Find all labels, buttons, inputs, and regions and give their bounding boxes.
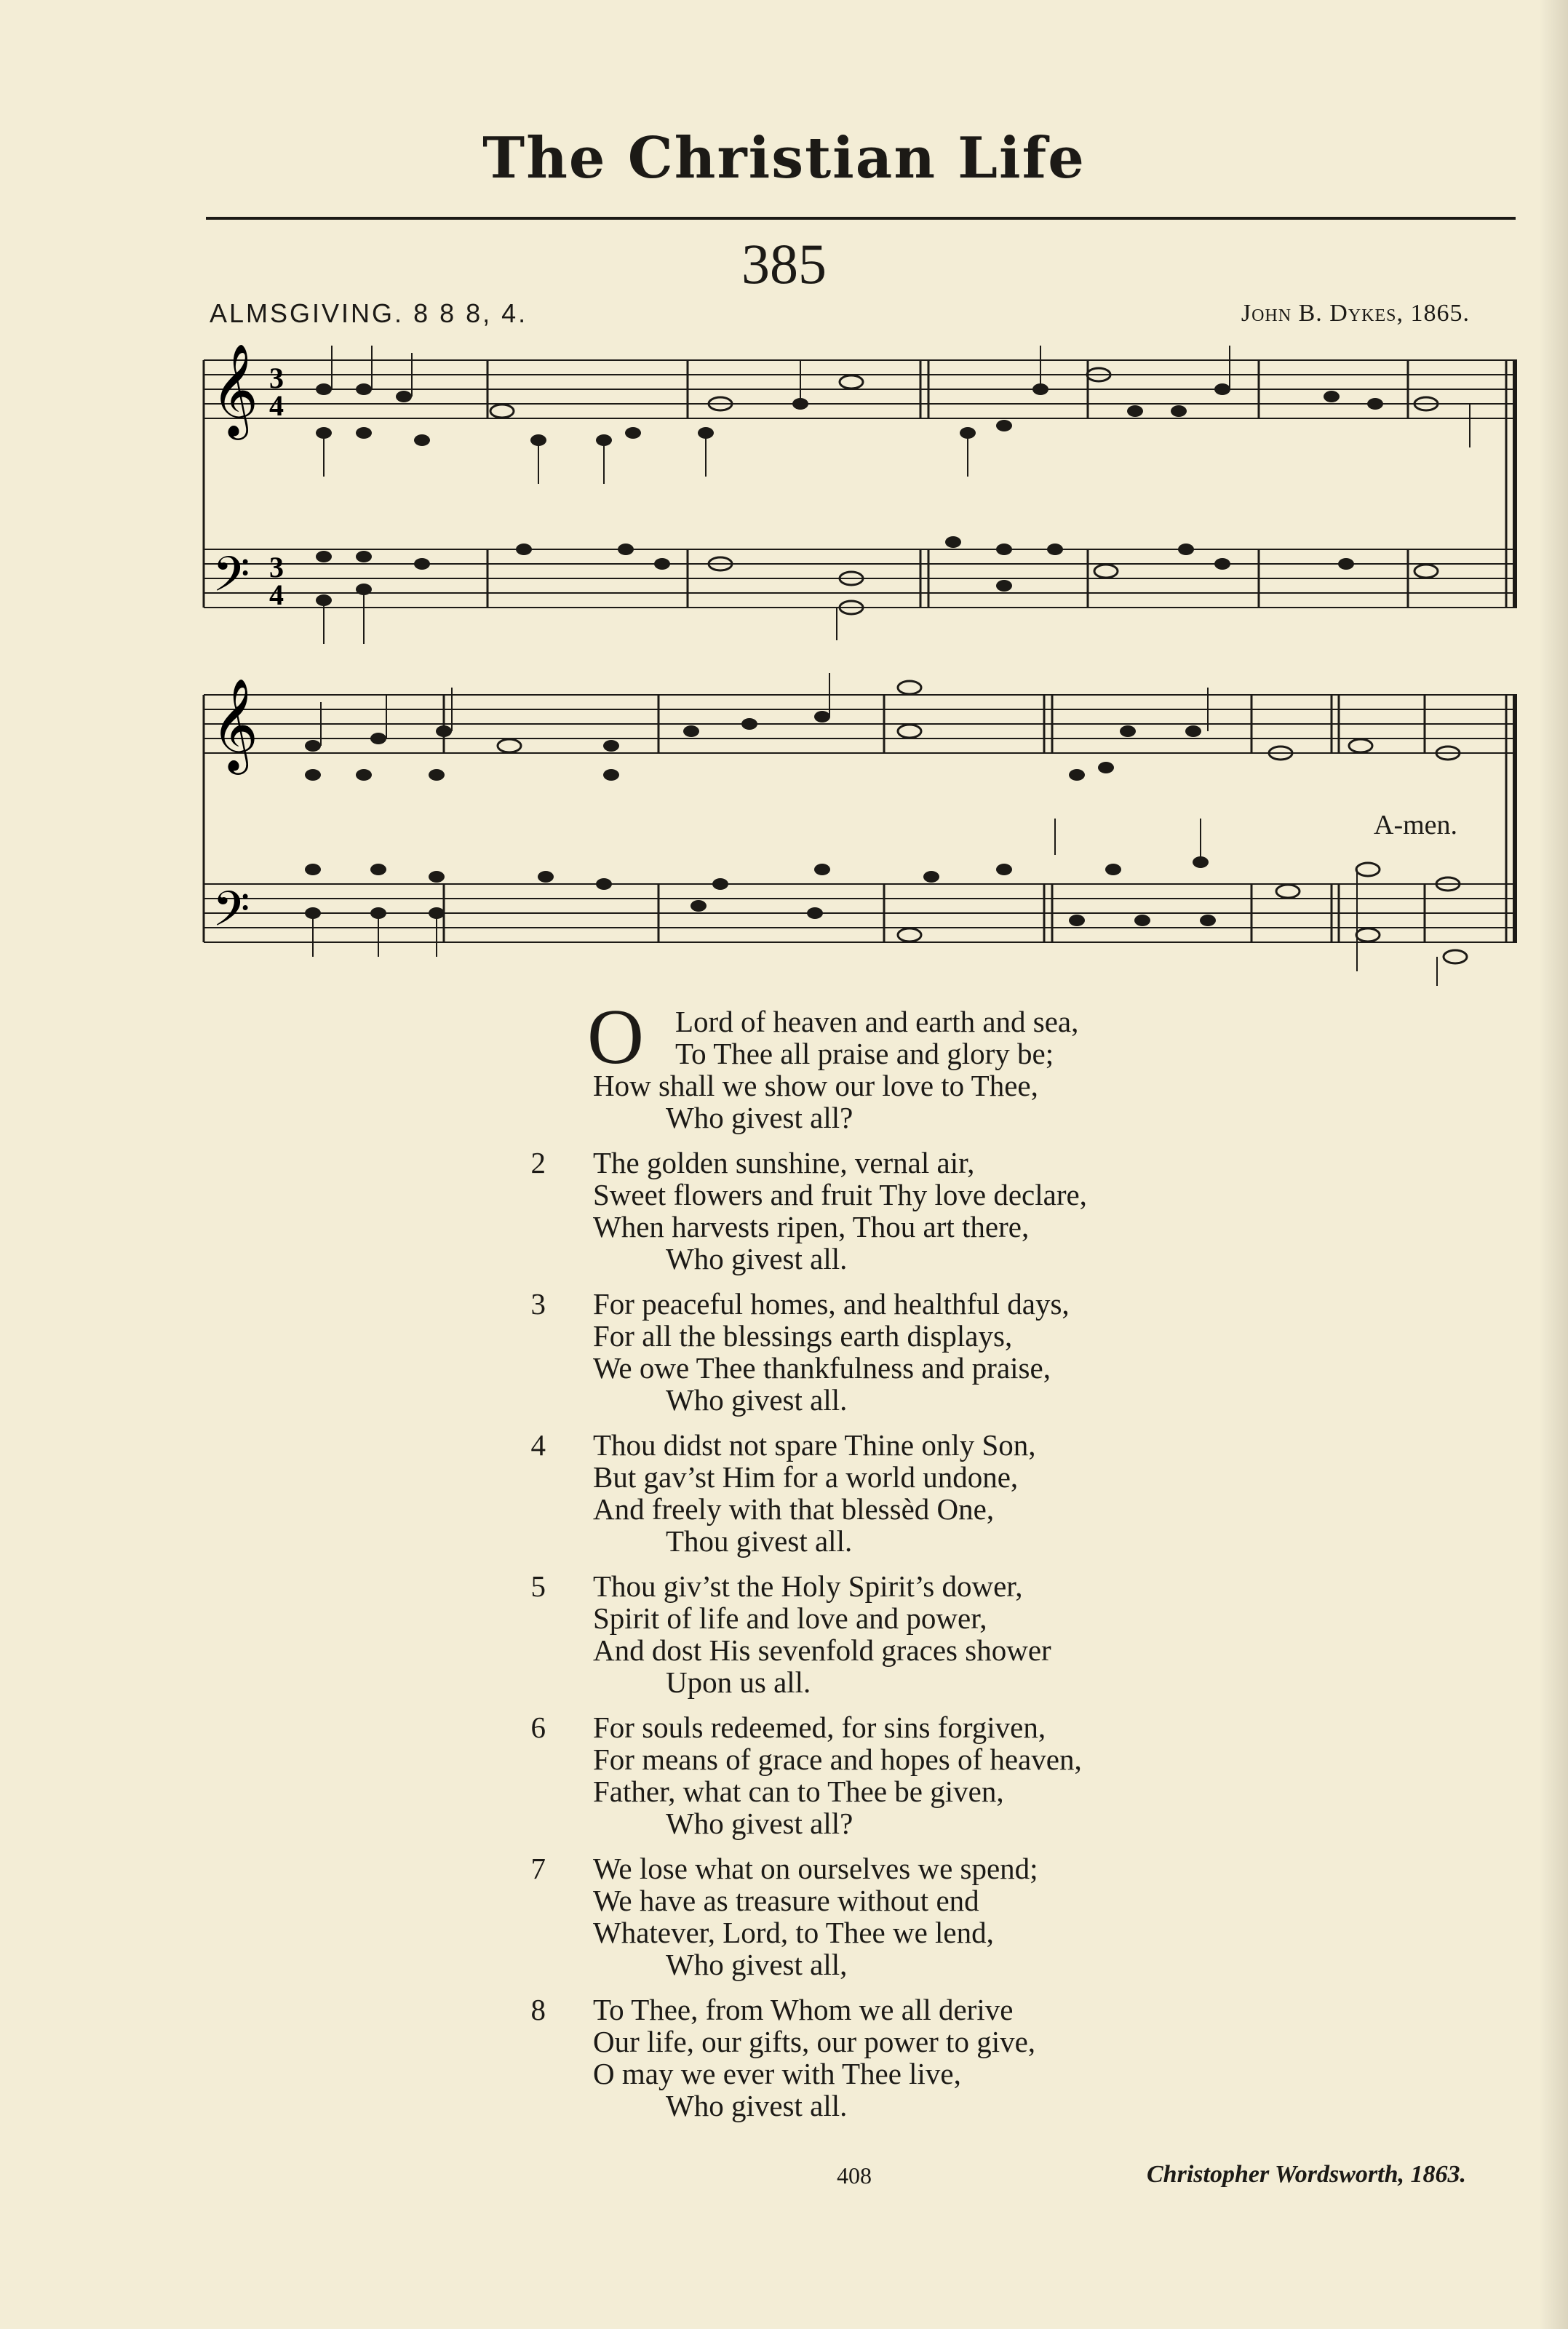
verse-line: Spirit of life and love and power, (593, 1601, 987, 1635)
verse-line: The golden sunshine, vernal air, (593, 1146, 975, 1179)
stanza-number: 8 (530, 1993, 546, 2026)
verse-line: Who givest all. (666, 1242, 848, 1275)
verse-line: Who givest all, (666, 1948, 848, 1981)
stanza-number: 5 (530, 1569, 546, 1603)
hymn-number: 385 (741, 232, 827, 295)
page-number: 408 (837, 2162, 872, 2189)
verse-line: Thou didst not spare Thine only Son, (593, 1428, 1036, 1462)
verse-line: For all the blessings earth displays, (593, 1319, 1013, 1353)
verse-line: And freely with that blessèd One, (593, 1492, 995, 1526)
verse-line: How shall we show our love to Thee, (593, 1069, 1038, 1102)
music-system-2 (196, 666, 1521, 986)
verse-line: Our life, our gifts, our power to give, (593, 2025, 1036, 2058)
composer-credit: John B. Dykes, 1865. (1241, 300, 1470, 327)
verse-line: Whatever, Lord, to Thee we lend, (593, 1916, 994, 1949)
verse-line: We lose what on ourselves we spend; (593, 1852, 1038, 1885)
stanza-4 (530, 1428, 1087, 1558)
stanza-8 (530, 1993, 1087, 2122)
header-rule (206, 217, 1516, 220)
svg-text:𝄞: 𝄞 (211, 677, 259, 771)
svg-text:4: 4 (269, 578, 284, 611)
verse-line: Thou givest all. (666, 1524, 853, 1558)
stanza-6 (530, 1711, 1087, 1840)
stanza-number: 7 (530, 1852, 546, 1885)
verse-line: Who givest all. (666, 1383, 848, 1417)
svg-text:3: 3 (269, 362, 284, 394)
verse-line: O may we ever with Thee live, (593, 2057, 961, 2090)
stanza-5 (530, 1569, 1087, 1699)
verse-line: For means of grace and hopes of heaven, (593, 1743, 1082, 1776)
verse-line: Who givest all. (666, 2089, 848, 2122)
svg-text:4: 4 (269, 389, 284, 422)
verse-line: To Thee all praise and glory be; (675, 1037, 1054, 1070)
music-system-1 (196, 331, 1521, 651)
verse-line: Father, what can to Thee be given, (593, 1775, 1004, 1808)
stanza-number: 2 (530, 1146, 546, 1179)
verse-line: When harvests ripen, Thou art there, (593, 1210, 1030, 1243)
dropcap: O (587, 994, 644, 1080)
stanza-number: 3 (530, 1287, 546, 1321)
tune-info (210, 298, 528, 329)
stanza-1 (542, 994, 1087, 1134)
verse-line: To Thee, from Whom we all derive (593, 1993, 1014, 2026)
verse-line: Lord of heaven and earth and sea, (675, 1005, 1079, 1038)
section-title: The Christian Life (482, 125, 1086, 191)
verse-line: Who givest all? (666, 1101, 853, 1134)
tune-meter: 8 8 8, 4. (413, 298, 528, 328)
verse-line: We have as treasure without end (593, 1884, 979, 1917)
svg-text:𝄢: 𝄢 (212, 546, 250, 614)
stanza-number: 6 (530, 1711, 546, 1744)
verse-line: For souls redeemed, for sins forgiven, (593, 1711, 1046, 1744)
page-edge-shadow (1539, 0, 1568, 2329)
hymn-text (530, 994, 1087, 2135)
stanza-number: 4 (530, 1428, 546, 1462)
verse-line: Upon us all. (666, 1665, 811, 1699)
tune-name: ALMSGIVING. (210, 298, 405, 328)
verse-line: Who givest all? (666, 1807, 853, 1840)
amen-text: A-men. (1374, 810, 1458, 840)
svg-text:𝄢: 𝄢 (212, 881, 250, 949)
text-author: Christopher Wordsworth, 1863. (1147, 2161, 1466, 2188)
verse-line: And dost His sevenfold graces shower (593, 1633, 1051, 1667)
stanza-2 (530, 1146, 1087, 1275)
verse-line: We owe Thee thankfulness and praise, (593, 1351, 1051, 1385)
verse-line: Thou giv’st the Holy Spirit’s dower, (593, 1569, 1023, 1603)
svg-text:𝄞: 𝄞 (211, 343, 259, 436)
verse-line: Sweet flowers and fruit Thy love declare, (593, 1178, 1087, 1211)
svg-text:3: 3 (269, 551, 284, 584)
stanza-7 (530, 1852, 1087, 1981)
stanza-3 (530, 1287, 1087, 1417)
verse-line: For peaceful homes, and healthful days, (593, 1287, 1070, 1321)
verse-line: But gav’st Him for a world undone, (593, 1460, 1019, 1494)
